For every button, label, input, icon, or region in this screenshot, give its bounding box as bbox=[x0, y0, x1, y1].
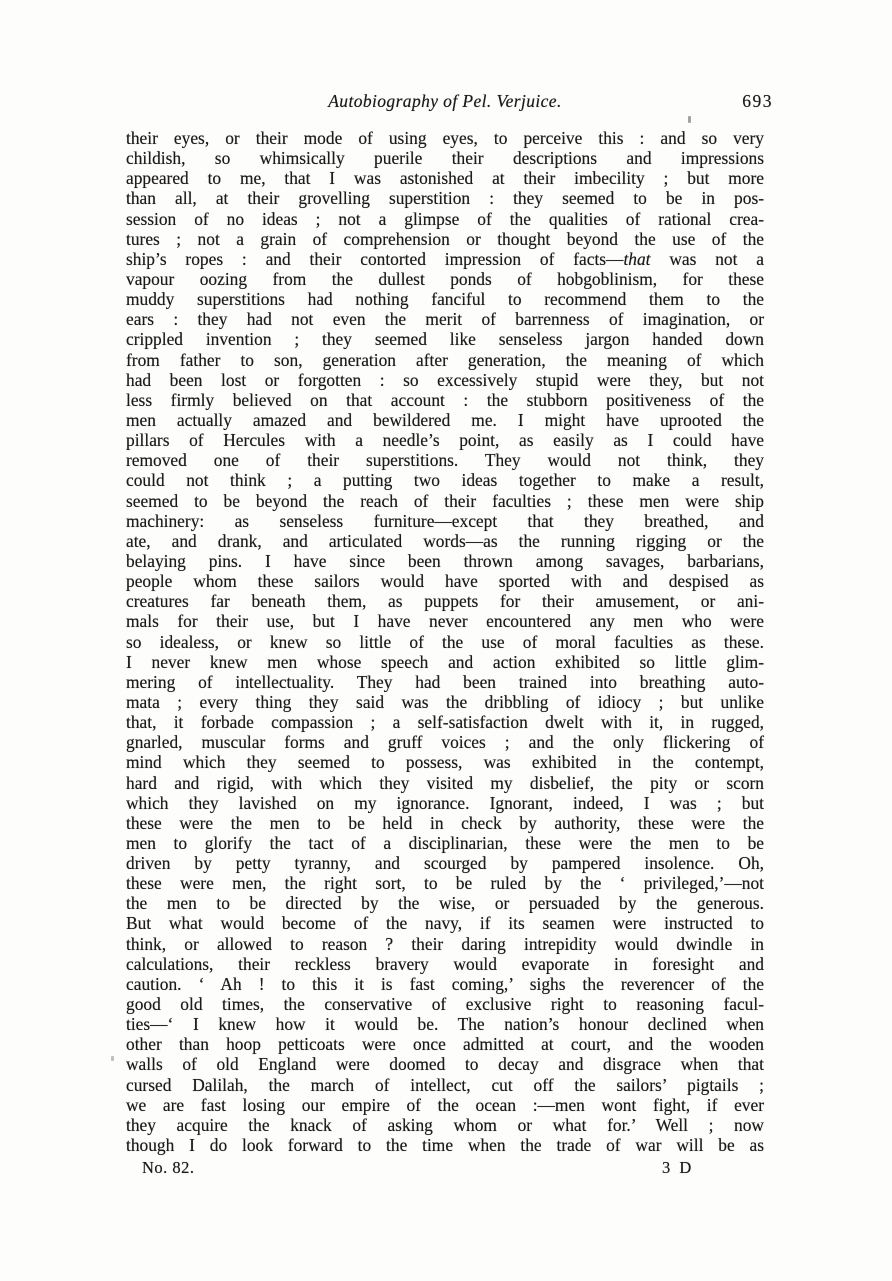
body-line: childish, so whimsically puerile their descriptions and impressions bbox=[126, 148, 764, 169]
page-number: 693 bbox=[742, 91, 773, 111]
body-line: mata ; every thing they said was the dribbling of idiocy ; but unlike bbox=[126, 691, 764, 712]
body-line: think, or allowed to reason ? their daring intrepidity would dwindle in bbox=[126, 933, 764, 954]
body-line: calculations, their reckless bravery would evaporate in foresight and bbox=[126, 953, 764, 974]
body-line: so idealess, or knew so little of the use of moral faculties as these. bbox=[126, 631, 764, 652]
issue-number: No. 82. bbox=[142, 1158, 195, 1177]
body-line: driven by petty tyranny, and scourged by pampered insolence. Oh, bbox=[126, 853, 764, 874]
signature-mark: 3 D bbox=[662, 1158, 694, 1177]
body-line: ears : they had not even the merit of barrenness of imagination, or bbox=[126, 309, 764, 330]
body-line: could not think ; a putting two ideas together to make a result, bbox=[126, 470, 764, 491]
body-line: crippled invention ; they seemed like senseless jargon handed down bbox=[126, 329, 764, 350]
body-line: people whom these sailors would have sported with and despised as bbox=[126, 571, 764, 592]
body-line: ties—‘ I knew how it would be. The nation’s honour declined when bbox=[126, 1014, 764, 1035]
body-line: pillars of Hercules with a needle’s point, as easily as I could have bbox=[126, 430, 764, 451]
body-line: had been lost or forgotten : so excessively stupid were they, but not bbox=[126, 369, 764, 390]
body-line: vapour oozing from the dullest ponds of hobgoblinism, for these bbox=[126, 268, 764, 289]
body-line: they acquire the knack of asking whom or what for.’ Well ; now bbox=[126, 1114, 764, 1135]
body-line: less firmly believed on that account : the stubborn positiveness of the bbox=[126, 389, 764, 410]
body-line: gnarled, muscular forms and gruff voices ; and the only flickering of bbox=[126, 732, 764, 753]
body-line: ate, and drank, and articulated words—as the running rigging or the bbox=[126, 530, 764, 551]
body-line: than all, at their grovelling superstition : they seemed to be in pos- bbox=[126, 188, 764, 209]
body-line: walls of old England were doomed to decay and disgrace when that bbox=[126, 1054, 764, 1075]
body-line: from father to son, generation after generation, the meaning of which bbox=[126, 349, 764, 370]
body-line: their eyes, or their mode of using eyes, to perceive this : and so very bbox=[126, 128, 764, 148]
body-line: I never knew men whose speech and action exhibited so little glim- bbox=[126, 651, 764, 672]
body-line: tures ; not a grain of comprehension or thought beyond the use of the bbox=[126, 228, 764, 249]
body-line: belaying pins. I have since been thrown among savages, barbarians, bbox=[126, 550, 764, 571]
body-line: session of no ideas ; not a glimpse of the qualities of rational crea- bbox=[126, 208, 764, 229]
body-line: appeared to me, that I was astonished at their imbecility ; but more bbox=[126, 168, 764, 189]
body-line: muddy superstitions had nothing fanciful to recommend them to the bbox=[126, 289, 764, 310]
body-line: we are fast losing our empire of the ocean :—men wont fight, if ever bbox=[126, 1094, 764, 1115]
page-body bbox=[126, 128, 764, 1155]
scan-speck bbox=[111, 1056, 114, 1061]
body-line: men actually amazed and bewildered me. I might have uprooted the bbox=[126, 409, 764, 430]
body-line: good old times, the conservative of exclusive right to reasoning facul- bbox=[126, 994, 764, 1015]
body-line: men to glorify the tact of a disciplinarian, these were the men to be bbox=[126, 832, 764, 853]
page-footer bbox=[126, 1158, 764, 1178]
body-line: seemed to be beyond the reach of their faculties ; these men were ship bbox=[126, 490, 764, 511]
body-line: other than hoop petticoats were once admitted at court, and the wooden bbox=[126, 1034, 764, 1055]
body-line: machinery: as senseless furniture—except that they breathed, and bbox=[126, 510, 764, 531]
body-line: mals for their use, but I have never encountered any men who were bbox=[126, 611, 764, 632]
body-line: cursed Dalilah, the march of intellect, cut off the sailors’ pigtails ; bbox=[126, 1074, 764, 1095]
body-line: though I do look forward to the time when the trade of war will be as bbox=[126, 1135, 764, 1156]
body-line: ship’s ropes : and their contorted impression of facts—that was not a bbox=[126, 248, 764, 269]
body-line: that, it forbade compassion ; a self-satisfaction dwelt with it, in rugged, bbox=[126, 712, 764, 733]
body-line: the men to be directed by the wise, or persuaded by the generous. bbox=[126, 893, 764, 914]
scan-speck bbox=[688, 116, 691, 123]
body-line: caution. ‘ Ah ! to this it is fast coming,’ sighs the reverencer of the bbox=[126, 973, 764, 994]
body-line: mind which they seemed to possess, was exhibited in the contempt, bbox=[126, 752, 764, 773]
body-line: creatures far beneath them, as puppets for their amusement, or ani- bbox=[126, 591, 764, 612]
body-line: hard and rigid, with which they visited my disbelief, the pity or scorn bbox=[126, 772, 764, 793]
running-head bbox=[126, 91, 773, 115]
body-line: these were men, the right sort, to be ruled by the ‘ privileged,’—not bbox=[126, 873, 764, 894]
page-title: Autobiography of Pel. Verjuice. bbox=[328, 91, 562, 111]
body-line: But what would become of the navy, if its seamen were instructed to bbox=[126, 913, 764, 934]
body-line: removed one of their superstitions. They would not think, they bbox=[126, 450, 764, 471]
body-line: which they lavished on my ignorance. Ignorant, indeed, I was ; but bbox=[126, 792, 764, 813]
body-line: mering of intellectuality. They had been trained into breathing auto- bbox=[126, 671, 764, 692]
body-line: these were the men to be held in check by authority, these were the bbox=[126, 812, 764, 833]
